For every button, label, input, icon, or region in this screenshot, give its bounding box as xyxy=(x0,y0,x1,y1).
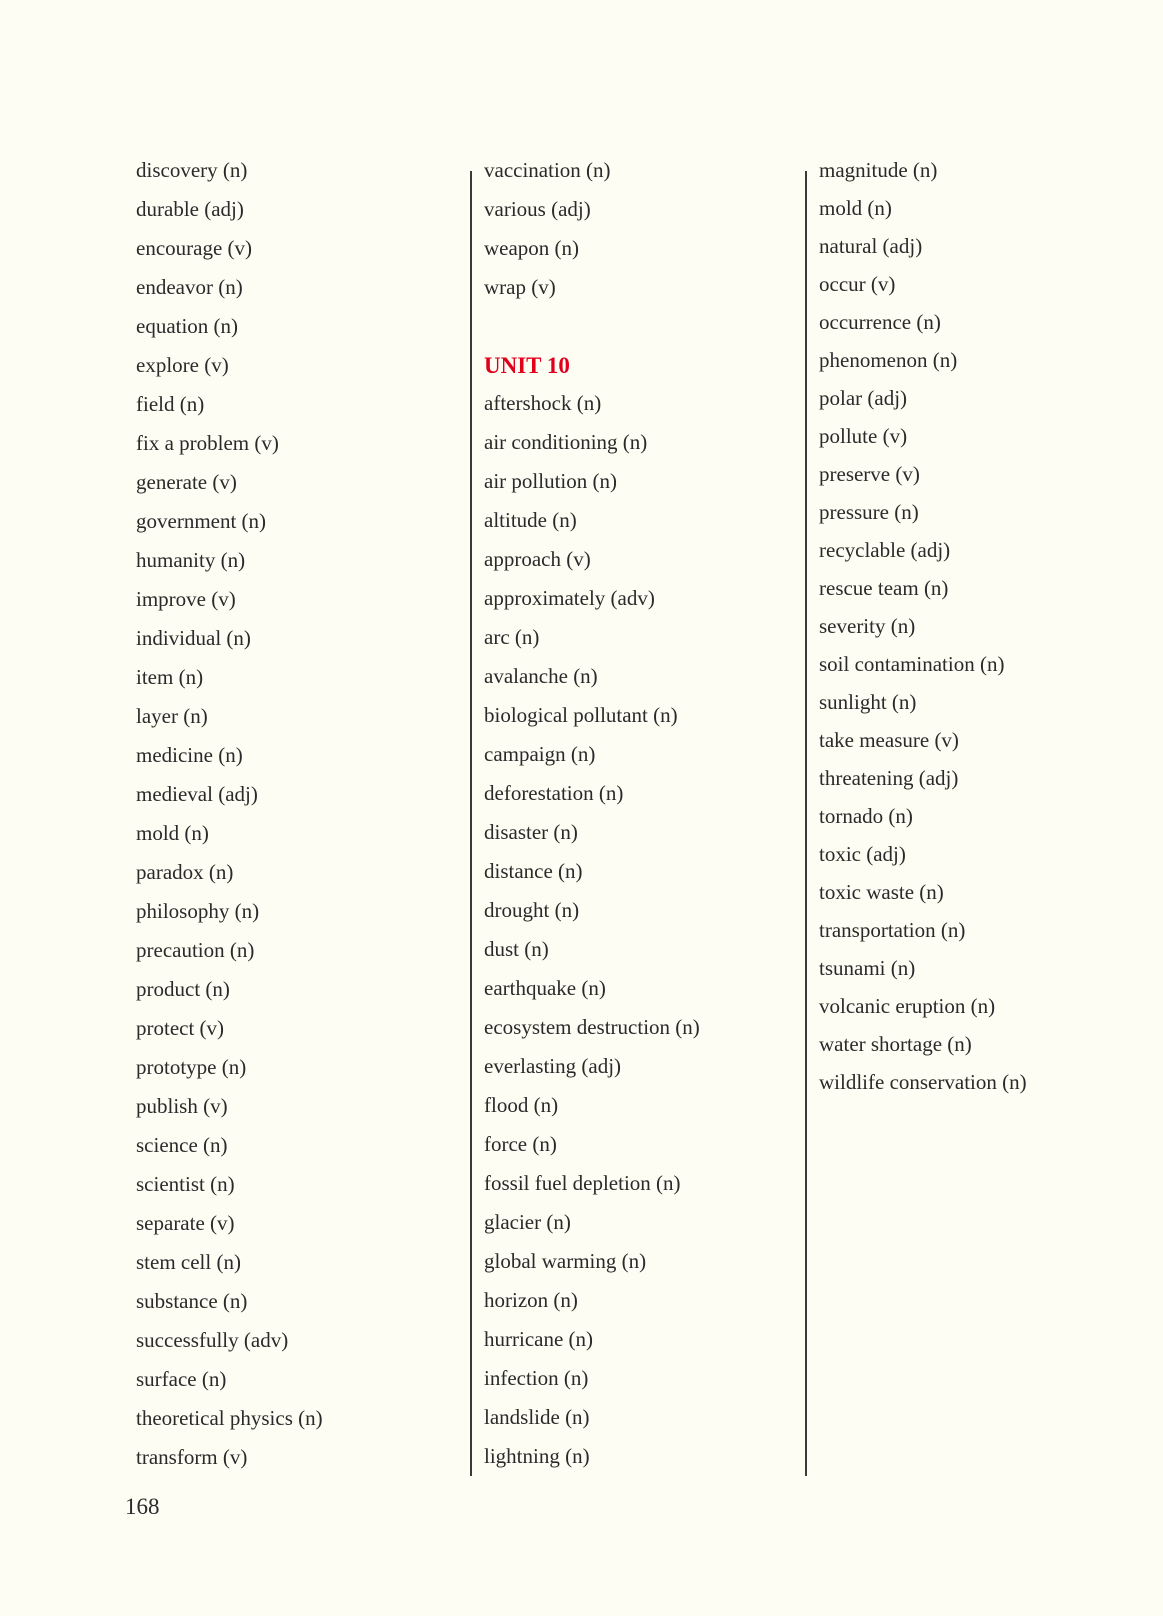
vocab-entry: air pollution (n) xyxy=(484,469,617,493)
vocab-entry: force (n) xyxy=(484,1132,557,1156)
vocab-entry: campaign (n) xyxy=(484,742,596,766)
vocab-entry: deforestation (n) xyxy=(484,781,624,805)
vocab-entry: weapon (n) xyxy=(484,236,580,260)
vocab-entry: tornado (n) xyxy=(819,804,913,828)
vocab-column-3 xyxy=(819,160,1027,1110)
vocab-entry: aftershock (n) xyxy=(484,391,602,415)
section-spacer xyxy=(484,316,700,354)
vocab-entry: individual (n) xyxy=(136,626,251,650)
vocab-entry: rescue team (n) xyxy=(819,576,949,600)
vocab-entry: earthquake (n) xyxy=(484,976,606,1000)
vocab-entry: tsunami (n) xyxy=(819,956,916,980)
vocab-entry: landslide (n) xyxy=(484,1405,590,1429)
vocab-entry: item (n) xyxy=(136,665,204,689)
vocab-entry: disaster (n) xyxy=(484,820,578,844)
vocab-entry: scientist (n) xyxy=(136,1172,235,1196)
vocab-entry: wrap (v) xyxy=(484,275,556,299)
vocab-entry: humanity (n) xyxy=(136,548,246,572)
vocab-list-before-unit xyxy=(484,160,700,316)
vocab-entry: natural (adj) xyxy=(819,234,923,258)
vocab-entry: approach (v) xyxy=(484,547,591,571)
vocab-entry: air conditioning (n) xyxy=(484,430,648,454)
vocab-entry: various (adj) xyxy=(484,197,591,221)
column-divider-2 xyxy=(805,171,807,1476)
vocab-entry: transportation (n) xyxy=(819,918,966,942)
vocab-entry: flood (n) xyxy=(484,1093,559,1117)
vocab-entry: biological pollutant (n) xyxy=(484,703,678,727)
vocab-entry: volcanic eruption (n) xyxy=(819,994,996,1018)
vocab-entry: mold (n) xyxy=(819,196,892,220)
vocab-entry: toxic (adj) xyxy=(819,842,906,866)
vocab-entry: occur (v) xyxy=(819,272,896,296)
vocab-entry: occurrence (n) xyxy=(819,310,941,334)
vocab-entry: transform (v) xyxy=(136,1445,248,1469)
vocab-entry: arc (n) xyxy=(484,625,540,649)
column-divider-1 xyxy=(470,171,472,1476)
vocab-entry: polar (adj) xyxy=(819,386,908,410)
vocab-entry: precaution (n) xyxy=(136,938,255,962)
vocab-entry: avalanche (n) xyxy=(484,664,598,688)
vocab-entry: magnitude (n) xyxy=(819,158,938,182)
vocab-entry: drought (n) xyxy=(484,898,580,922)
vocab-entry: stem cell (n) xyxy=(136,1250,241,1274)
vocab-entry: separate (v) xyxy=(136,1211,235,1235)
vocab-entry: layer (n) xyxy=(136,704,208,728)
vocab-entry: pollute (v) xyxy=(819,424,908,448)
vocab-entry: publish (v) xyxy=(136,1094,228,1118)
vocab-entry: medieval (adj) xyxy=(136,782,258,806)
vocab-entry: government (n) xyxy=(136,509,267,533)
vocab-column-1 xyxy=(136,160,323,1486)
vocab-entry: medicine (n) xyxy=(136,743,243,767)
vocab-entry: improve (v) xyxy=(136,587,236,611)
vocab-entry: take measure (v) xyxy=(819,728,959,752)
vocab-entry: lightning (n) xyxy=(484,1444,590,1468)
vocab-entry: water shortage (n) xyxy=(819,1032,972,1056)
vocab-entry: mold (n) xyxy=(136,821,209,845)
vocab-entry: everlasting (adj) xyxy=(484,1054,622,1078)
vocab-entry: durable (adj) xyxy=(136,197,244,221)
vocab-entry: infection (n) xyxy=(484,1366,589,1390)
vocab-entry: paradox (n) xyxy=(136,860,234,884)
vocab-entry: science (n) xyxy=(136,1133,228,1157)
vocab-entry: philosophy (n) xyxy=(136,899,260,923)
vocab-entry: hurricane (n) xyxy=(484,1327,594,1351)
vocab-entry: prototype (n) xyxy=(136,1055,247,1079)
vocab-entry: soil contamination (n) xyxy=(819,652,1005,676)
vocab-entry: substance (n) xyxy=(136,1289,248,1313)
vocab-entry: threatening (adj) xyxy=(819,766,959,790)
vocab-entry: altitude (n) xyxy=(484,508,577,532)
page-number: 168 xyxy=(125,1494,160,1519)
vocab-entry: pressure (n) xyxy=(819,500,919,524)
vocab-entry: encourage (v) xyxy=(136,236,253,260)
vocab-entry: equation (n) xyxy=(136,314,239,338)
vocab-list-unit-10 xyxy=(484,393,700,1485)
vocab-entry: dust (n) xyxy=(484,937,549,961)
vocab-entry: severity (n) xyxy=(819,614,916,638)
vocab-entry: phenomenon (n) xyxy=(819,348,958,372)
vocab-entry: sunlight (n) xyxy=(819,690,917,714)
vocab-entry: surface (n) xyxy=(136,1367,227,1391)
vocab-entry: ecosystem destruction (n) xyxy=(484,1015,700,1039)
vocab-entry: endeavor (n) xyxy=(136,275,243,299)
unit-heading: UNIT 10 xyxy=(484,353,570,378)
vocab-entry: distance (n) xyxy=(484,859,583,883)
vocab-entry: vaccination (n) xyxy=(484,158,611,182)
vocab-entry: product (n) xyxy=(136,977,230,1001)
vocab-entry: discovery (n) xyxy=(136,158,248,182)
vocab-entry: glacier (n) xyxy=(484,1210,571,1234)
vocab-entry: approximately (adv) xyxy=(484,586,655,610)
vocab-entry: protect (v) xyxy=(136,1016,225,1040)
vocab-entry: theoretical physics (n) xyxy=(136,1406,323,1430)
vocab-entry: field (n) xyxy=(136,392,205,416)
vocab-entry: wildlife conservation (n) xyxy=(819,1070,1027,1094)
vocab-entry: toxic waste (n) xyxy=(819,880,944,904)
vocab-entry: generate (v) xyxy=(136,470,237,494)
vocab-entry: horizon (n) xyxy=(484,1288,578,1312)
vocab-column-2 xyxy=(484,160,700,1485)
vocab-entry: explore (v) xyxy=(136,353,229,377)
vocab-entry: fossil fuel depletion (n) xyxy=(484,1171,681,1195)
vocab-entry: recyclable (adj) xyxy=(819,538,951,562)
vocab-entry: successfully (adv) xyxy=(136,1328,289,1352)
vocab-entry: preserve (v) xyxy=(819,462,920,486)
vocab-entry: fix a problem (v) xyxy=(136,431,279,455)
vocab-entry: global warming (n) xyxy=(484,1249,647,1273)
